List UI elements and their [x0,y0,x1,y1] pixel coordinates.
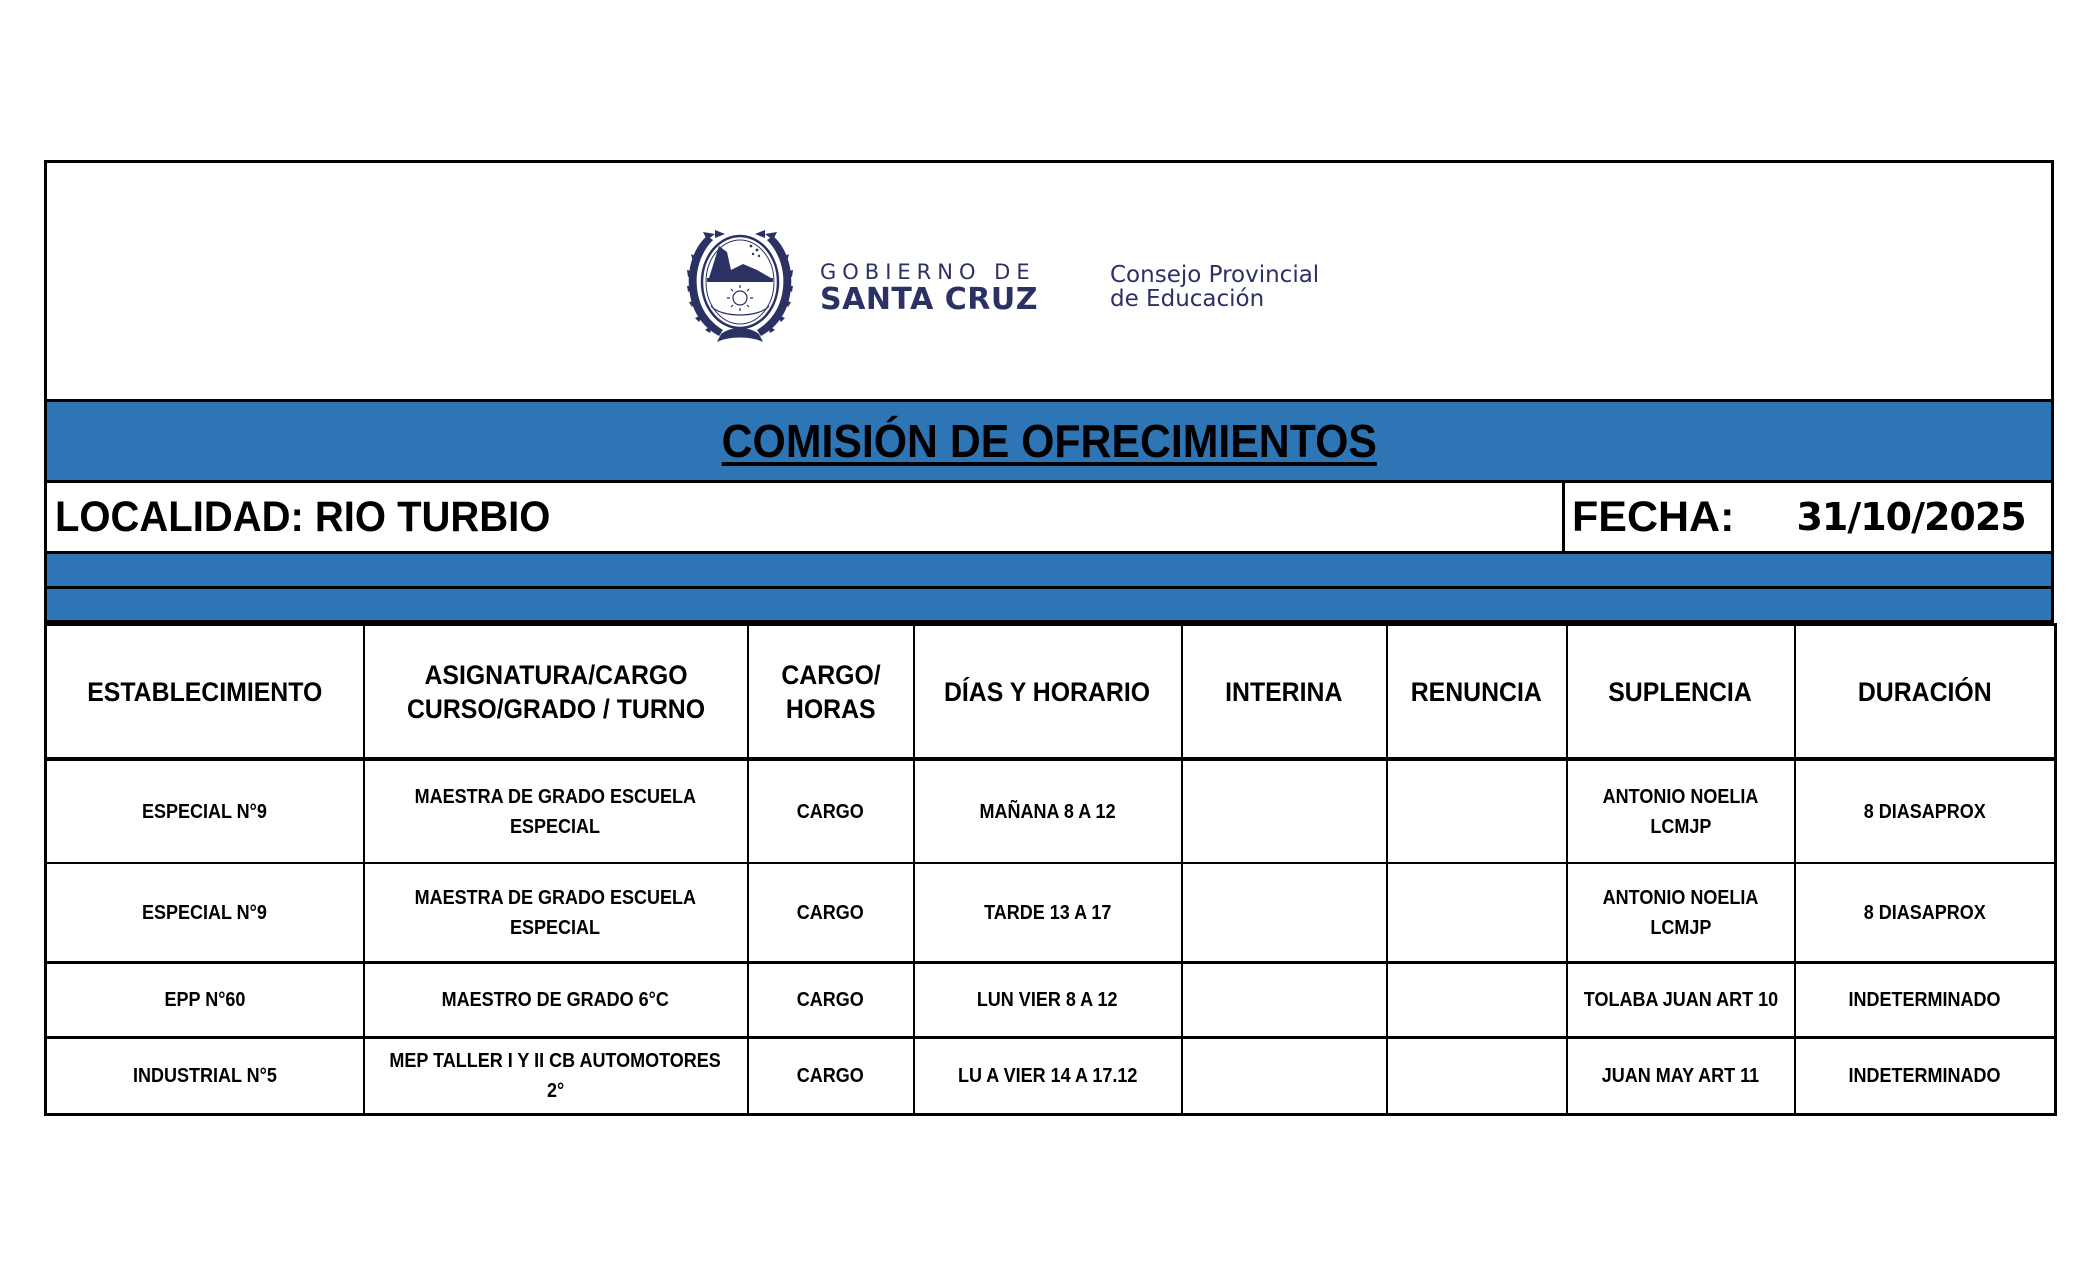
cell-cargo-horas: CARGO [748,963,914,1038]
blue-band-2 [44,589,2054,623]
localidad-cell [44,483,1565,554]
cell-interina [1182,1038,1387,1115]
cell-asignatura: MAESTRO DE GRADO 6°C [364,963,748,1038]
cell-suplencia: JUAN MAY ART 11 [1567,1038,1795,1115]
fecha-cell [1565,483,2054,554]
col-header-asignatura: ASIGNATURA/CARGO CURSO/GRADO / TURNO [364,625,748,760]
cell-establecimiento: ESPECIAL N°9 [46,759,364,863]
ofrecimientos-table [44,623,2057,1116]
table-header-row [46,625,2056,760]
cell-renuncia [1387,759,1567,863]
logo-text-educacion: de Educación [1110,286,1265,312]
cell-asignatura: MAESTRA DE GRADO ESCUELA ESPECIAL [364,863,748,963]
table-row [46,1038,2056,1115]
cell-duracion: 8 DIASAPROX [1795,759,2056,863]
cell-establecimiento: ESPECIAL N°9 [46,863,364,963]
fecha-label: FECHA: [1572,492,1735,541]
cell-renuncia [1387,863,1567,963]
cell-suplencia: TOLABA JUAN ART 10 [1567,963,1795,1038]
cell-cargo-horas: CARGO [748,759,914,863]
cell-suplencia: ANTONIO NOELIA LCMJP [1567,759,1795,863]
cell-dias-horario: LU A VIER 14 A 17.12 [914,1038,1182,1115]
col-header-establecimiento: ESTABLECIMIENTO [46,625,364,760]
cell-duracion: 8 DIASAPROX [1795,863,2056,963]
cell-duracion: INDETERMINADO [1795,963,2056,1038]
cell-cargo-horas: CARGO [748,1038,914,1115]
table-row [46,963,2056,1038]
logo-text-santa-cruz: SANTA CRUZ [820,282,1038,317]
table-row [46,863,2056,963]
logo-text-consejo: Consejo Provincial [1110,262,1320,288]
cell-dias-horario: TARDE 13 A 17 [914,863,1182,963]
blue-band-1 [44,554,2054,589]
title-band [44,402,2054,483]
col-header-suplencia: SUPLENCIA [1567,625,1795,760]
santa-cruz-coat-of-arms-icon [685,226,795,348]
logo-text-gobierno: GOBIERNO DE [820,260,1036,284]
page-title: COMISIÓN DE OFRECIMIENTOS [721,415,1377,467]
cell-suplencia: ANTONIO NOELIA LCMJP [1567,863,1795,963]
col-header-cargo-horas: CARGO/ HORAS [748,625,914,760]
cell-cargo-horas: CARGO [748,863,914,963]
cell-duracion: INDETERMINADO [1795,1038,2056,1115]
col-header-duracion: DURACIÓN [1795,625,2056,760]
cell-asignatura: MEP TALLER I Y II CB AUTOMOTORES 2° [364,1038,748,1115]
fecha-value: 31/10/2025 [1796,495,2026,539]
cell-renuncia [1387,1038,1567,1115]
cell-dias-horario: MAÑANA 8 A 12 [914,759,1182,863]
cell-interina [1182,863,1387,963]
table-row [46,759,2056,863]
cell-establecimiento: INDUSTRIAL N°5 [46,1038,364,1115]
col-header-dias-horario: DÍAS Y HORARIO [914,625,1182,760]
col-header-renuncia: RENUNCIA [1387,625,1567,760]
cell-interina [1182,759,1387,863]
institution-logo [685,226,1345,348]
cell-dias-horario: LUN VIER 8 A 12 [914,963,1182,1038]
localidad-label: LOCALIDAD: RIO TURBIO [55,492,551,541]
col-header-interina: INTERINA [1182,625,1387,760]
cell-interina [1182,963,1387,1038]
cell-renuncia [1387,963,1567,1038]
cell-establecimiento: EPP N°60 [46,963,364,1038]
cell-asignatura: MAESTRA DE GRADO ESCUELA ESPECIAL [364,759,748,863]
